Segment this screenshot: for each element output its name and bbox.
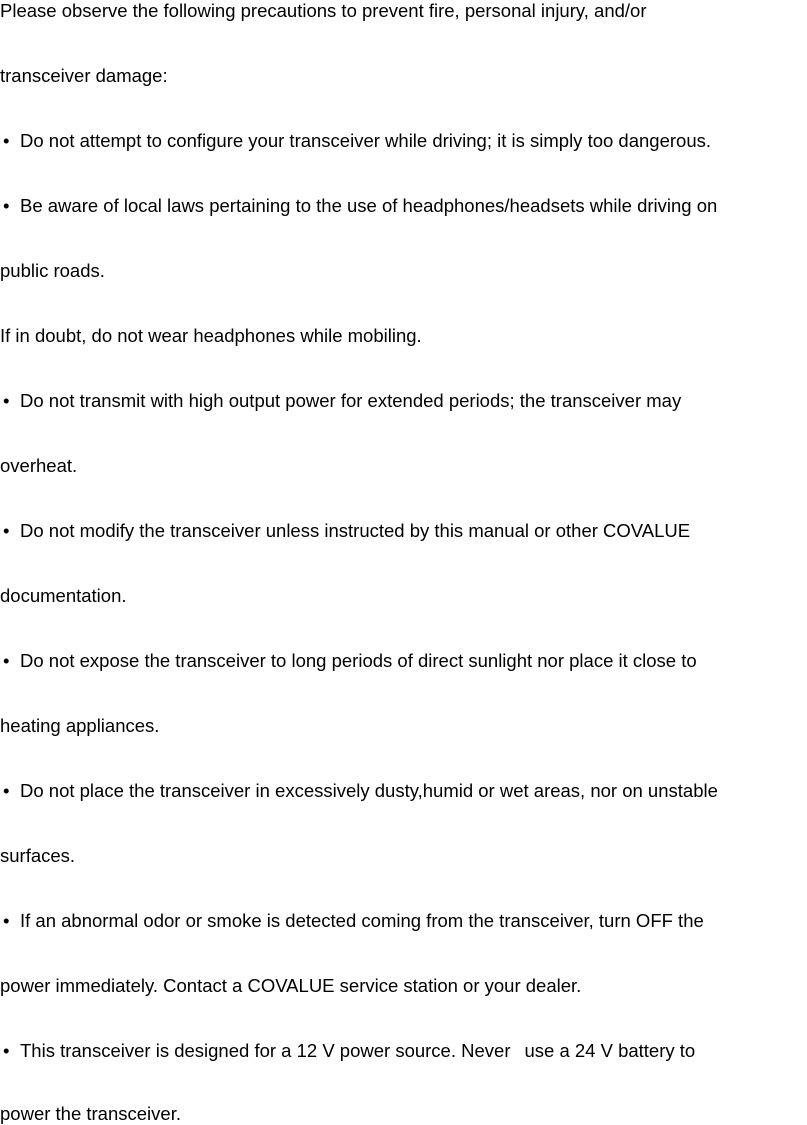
item-continuation	[0, 975, 581, 997]
precaution-item	[0, 520, 690, 542]
item-continuation: heating appliances.	[0, 715, 160, 736]
item-text: Do not transmit with high output power for extended periods; the transceiver may	[20, 390, 682, 411]
bullet-icon: •	[3, 130, 10, 151]
precaution-item	[0, 195, 717, 217]
bullet-icon: •	[3, 780, 10, 801]
item-continuation: public roads.	[0, 260, 105, 281]
precaution-item	[0, 390, 681, 412]
bullet-icon: •	[3, 195, 10, 216]
bullet-icon: •	[3, 910, 10, 931]
precaution-item	[0, 910, 704, 932]
item-text: Do not expose the transceiver to long periods of direct sunlight nor place it close to	[20, 650, 697, 671]
item-text: Do not place the transceiver in excessively dusty,humid or wet areas, nor on unstable	[20, 780, 718, 801]
precaution-item	[0, 1040, 695, 1062]
item-text: Do not attempt to configure your transceiver while driving; it is simply too dangerous.	[20, 130, 711, 151]
precaution-item	[0, 130, 711, 152]
item-continuation: documentation.	[0, 585, 127, 606]
intro-line-2: transceiver damage:	[0, 65, 168, 86]
item-text: This transceiver is designed for a 12 V power source. Never	[20, 1040, 511, 1061]
bullet-icon: •	[3, 650, 10, 671]
item-text: Be aware of local laws pertaining to the use of headphones/headsets while driving on	[20, 195, 718, 216]
item-text: power immediately. Contact a	[0, 975, 248, 996]
item-text: Do not modify the transceiver unless instructed by this manual or other	[20, 520, 604, 541]
item-continuation: surfaces.	[0, 845, 76, 866]
brand-name: COVALUE	[247, 975, 335, 996]
item-text: If an abnormal odor or smoke is detected coming from the transceiver, turn OFF the	[20, 910, 704, 931]
bullet-icon: •	[3, 1040, 10, 1061]
intro-line-1: Please observe the following precautions to prevent fire, personal injury, and/or	[0, 0, 647, 21]
item-text: service station or your dealer.	[334, 975, 582, 996]
item-text: use a 24 V battery to	[524, 1040, 696, 1061]
item-continuation: overheat.	[0, 455, 78, 476]
item-continuation: power the transceiver.	[0, 1103, 181, 1124]
precaution-item	[0, 780, 718, 802]
brand-name: COVALUE	[603, 520, 691, 541]
bullet-icon: •	[3, 520, 10, 541]
precaution-item	[0, 650, 697, 672]
item-continuation: If in doubt, do not wear headphones while mobiling.	[0, 325, 422, 346]
bullet-icon: •	[3, 390, 10, 411]
